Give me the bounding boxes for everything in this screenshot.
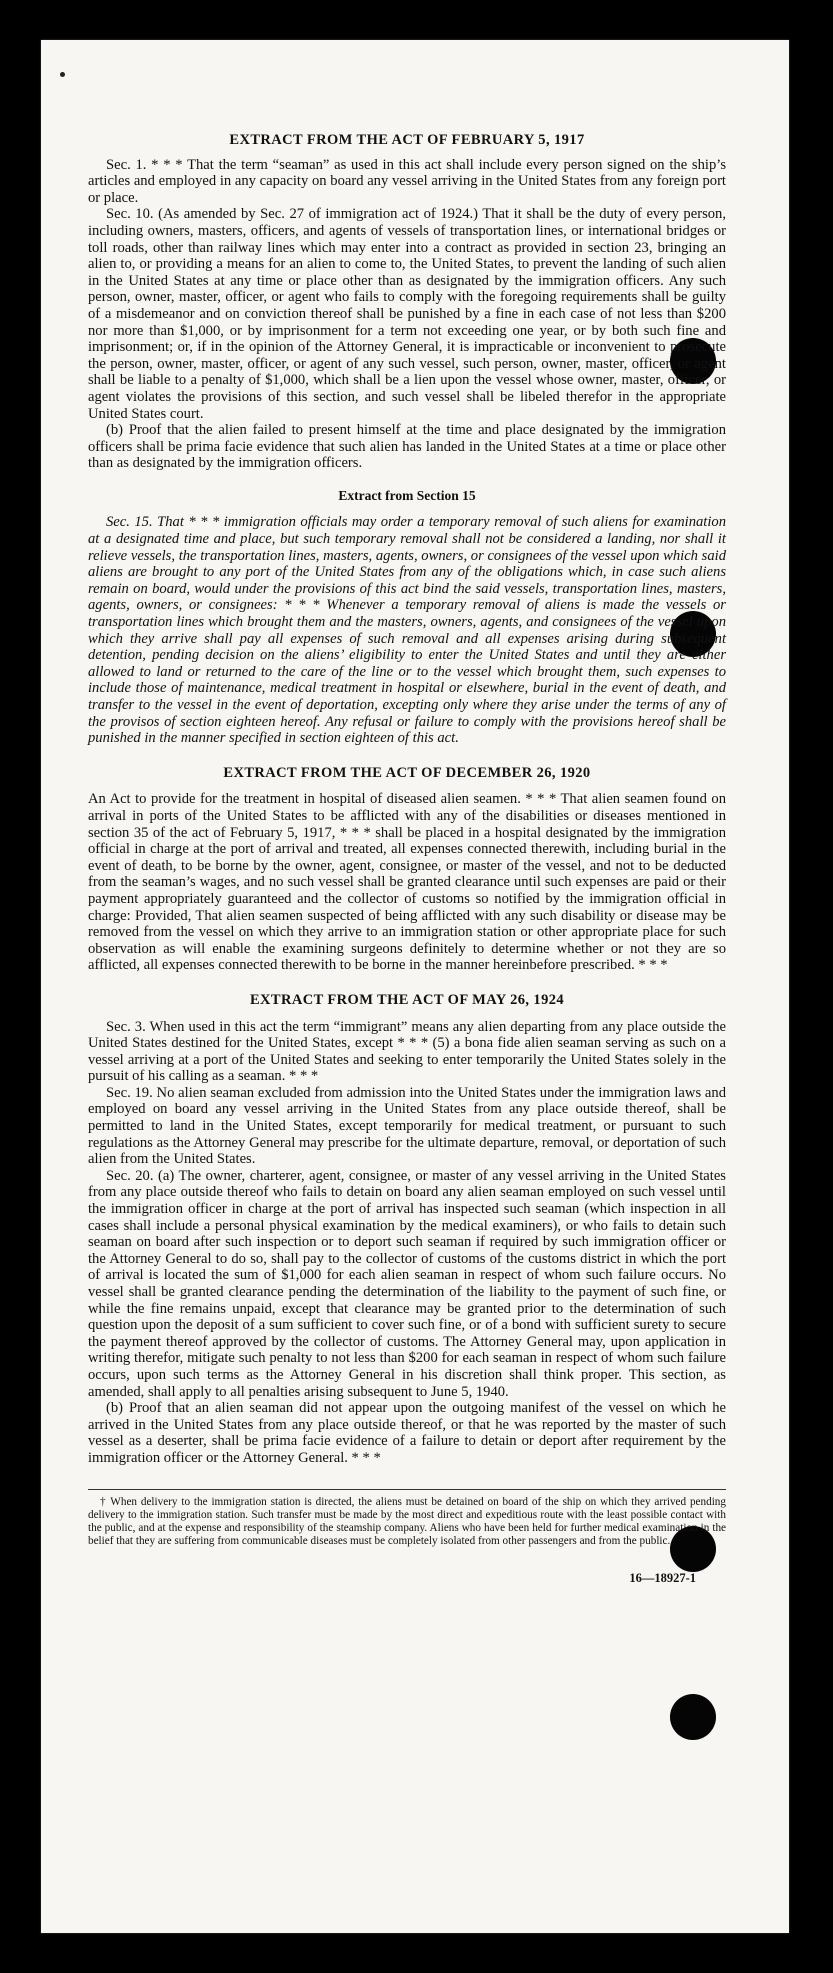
footnote (88, 1489, 726, 1548)
paragraph-sec-20-a: Sec. 20. (a) The owner, charterer, agent, consignee, or master of any vessel arriving in the United States from any place outside thereof who fails to detain on board any alien seaman employed on such vessel until the immigration officer in charge at the port of arrival has inspected such seaman (which inspection in all cases shall include a personal physical examination by the medical examiners), or who fails to detain such seaman on board after such inspection or to deport such seaman if required by such immigration officer or the Attorney General to do so, shall pay to the collector of customs of the customs district in which the port of arrival is located the sum of $1,000 for each alien seaman in respect of whom such failure occurs. No vessel shall be granted clearance pending the determination of the liability to the payment of such fine, or while the fine remains unpaid, except that clearance may be granted prior to the determination of such question upon the deposit of a sum sufficient to cover such fine, or of a bond with sufficient surety to secure the payment thereof approved by the collector of customs. The Attorney General may, upon application in writing therefor, mitigate such penalty to not less than $200 for each seaman in respect of whom such failure occurs, upon such terms as the Attorney General in his discretion shall think proper. This section, as amended, shall apply to all penalties arising subsequent to June 5, 1940. (88, 1167, 726, 1400)
paragraph-sec-3: Sec. 3. When used in this act the term “immigrant” means any alien departing from any place outside the United States destined for the United States, except * * * (5) a bona fide alien seaman serving as such on a vessel arriving at a port of the United States and seeking to enter temporarily the United States solely in the pursuit of his calling as a seaman. * * * (88, 1018, 726, 1085)
paragraph-act-1920: An Act to provide for the treatment in hospital of diseased alien seamen. * * * That alien seamen found on arrival in ports of the United States to be afflicted with any of the disabilities or diseases mentioned in section 35 of the act of February 5, 1917, * * * shall be placed in a hospital designated by the immigration official in charge at the port of arrival and treated, all expenses connected therewith, including burial in the event of death, to be borne by the owner, agent, consignee, or master of the vessel, and not to be deducted from the seaman’s wages, and no such vessel shall be granted clearance until such expenses are paid or their payment appropriately guaranteed and the collector of customs so notified by the immigration official in charge: Provided, That alien seamen suspected of being afflicted with any such disability or disease may be removed from the vessel on which they arrive to an immigration station or other appropriate place for such observation as will enable the examining surgeons definitely to determine whether or not they are so afflicted, all expenses connected therewith to be borne in the manner hereinbefore prescribed. * * * (88, 791, 726, 974)
footnote-text: † When delivery to the immigration station is directed, the aliens must be detained on board of the ship on which they arrived pending delivery to the immigration station. Such transfer must be made by the most direct and expeditious route with the least possible contact with the public, and at the expense and responsibility of the steamship company. Aliens who have been held for further medical examination in the belief that they are suffering from communicable diseases must be completely isolated from other passengers and from the public. (88, 1495, 726, 1547)
heading-act-1917: EXTRACT FROM THE ACT OF FEBRUARY 5, 1917 (229, 132, 585, 148)
paragraph-sec-15: Sec. 15. That * * * immigration officials may order a temporary removal of such aliens for examination at a designated time and place, but such temporary removal shall not be considered a landing, nor shall it relieve vessels, the transportation lines, masters, agents, owners, or consignees of the vessel upon which said aliens are brought to any port of the United States from any of the obligations which, in case such aliens remain on board, would under the provisions of this act bind the said vessels, transportation lines, masters, agents, owners, or consignees: * * * Whenever a temporary removal of aliens is made the vessels or transportation lines which brought them and the masters, owners, agents, and consignees of the vessel upon which they arrive shall pay all expenses of such removal and all expenses arising during subsequent detention, pending decision on the aliens’ eligibility to enter the United States and until they are either allowed to land or returned to the care of the line or to the vessel which brought them, such expenses to include those of maintenance, medical treatment in hospital or elsewhere, burial in the event of death, and transfer to the vessel in the event of deportation, excepting only where they arise under the terms of any of the provisos of section eighteen hereof. Any refusal or failure to comply with the provisions hereof shall be punished in the manner specified in section eighteen of this act. (88, 514, 726, 747)
form-number: 16—18927-1 (629, 1570, 696, 1585)
paragraph-sec-20-b: (b) Proof that an alien seaman did not appear upon the outgoing manifest of the vessel on which he arrived in the United States from any place outside thereof, or that he was reported by the master of such vessel as a deserter, shall be prima facie evidence of a failure to detain or deport after requirement by the immigration officer or the Attorney General. * * * (88, 1400, 726, 1466)
paragraph-sec-1: Sec. 1. * * * That the term “seaman” as used in this act shall include every person signed on the ship’s articles and employed in any capacity on board any vessel arriving in the United States from any foreign port or place. (88, 156, 726, 206)
punch-hole (670, 1694, 716, 1740)
heading-act-1924: EXTRACT FROM THE ACT OF MAY 26, 1924 (249, 991, 565, 1008)
paragraph-sec-19: Sec. 19. No alien seaman excluded from admission into the United States under the immigration laws and employed on board any vessel arriving in the United States from any place outside thereof, shall be permitted to land in the United States, except temporarily for medical treatment, or pursuant to such regulations as the Attorney General may prescribe for the ultimate departure, removal, or deportation of such alien from the United States. (88, 1084, 726, 1168)
heading-section-15: Extract from Section 15 (338, 487, 476, 503)
paragraph-sec-10-b: (b) Proof that the alien failed to present himself at the time and place designated by the immigration officers shall be prima facie evidence that such alien has landed in the United States at a time or place other than as designated by the immigration officers. (88, 422, 726, 472)
document-body (88, 132, 726, 1586)
paragraph-sec-10: Sec. 10. (As amended by Sec. 27 of immigration act of 1924.) That it shall be the duty of every person, including owners, masters, officers, and agents of vessels of transportation lines, or international bridges or toll roads, other than railway lines which may enter into a contract as provided in section 23, bringing an alien to, or providing a means for an alien to come to, the United States, to prevent the landing of such alien in the United States at any time or place other than as designated by the immigration officers. Any such person, owner, master, officer, or agent who fails to comply with the foregoing requirements shall be guilty of a misdemeanor and on conviction thereof shall be punished by a fine in each case of not less than $200 nor more than $1,000, or by imprisonment for a term not exceeding one year, or by both such fine and imprisonment; or, if in the opinion of the Attorney General, it is impracticable or inconvenient to prosecute the person, owner, master, officer, or agent of any such vessel, such person, owner, master, officer, or agent shall be liable to a penalty of $1,000, which shall be a lien upon the vessel whose owner, master, officer, or agent violates the provisions of this section, and such vessel shall be libeled therefor in the appropriate United States court. (88, 206, 726, 422)
speck-mark (60, 72, 65, 77)
heading-act-1920: EXTRACT FROM THE ACT OF DECEMBER 26, 1920 (223, 764, 591, 781)
